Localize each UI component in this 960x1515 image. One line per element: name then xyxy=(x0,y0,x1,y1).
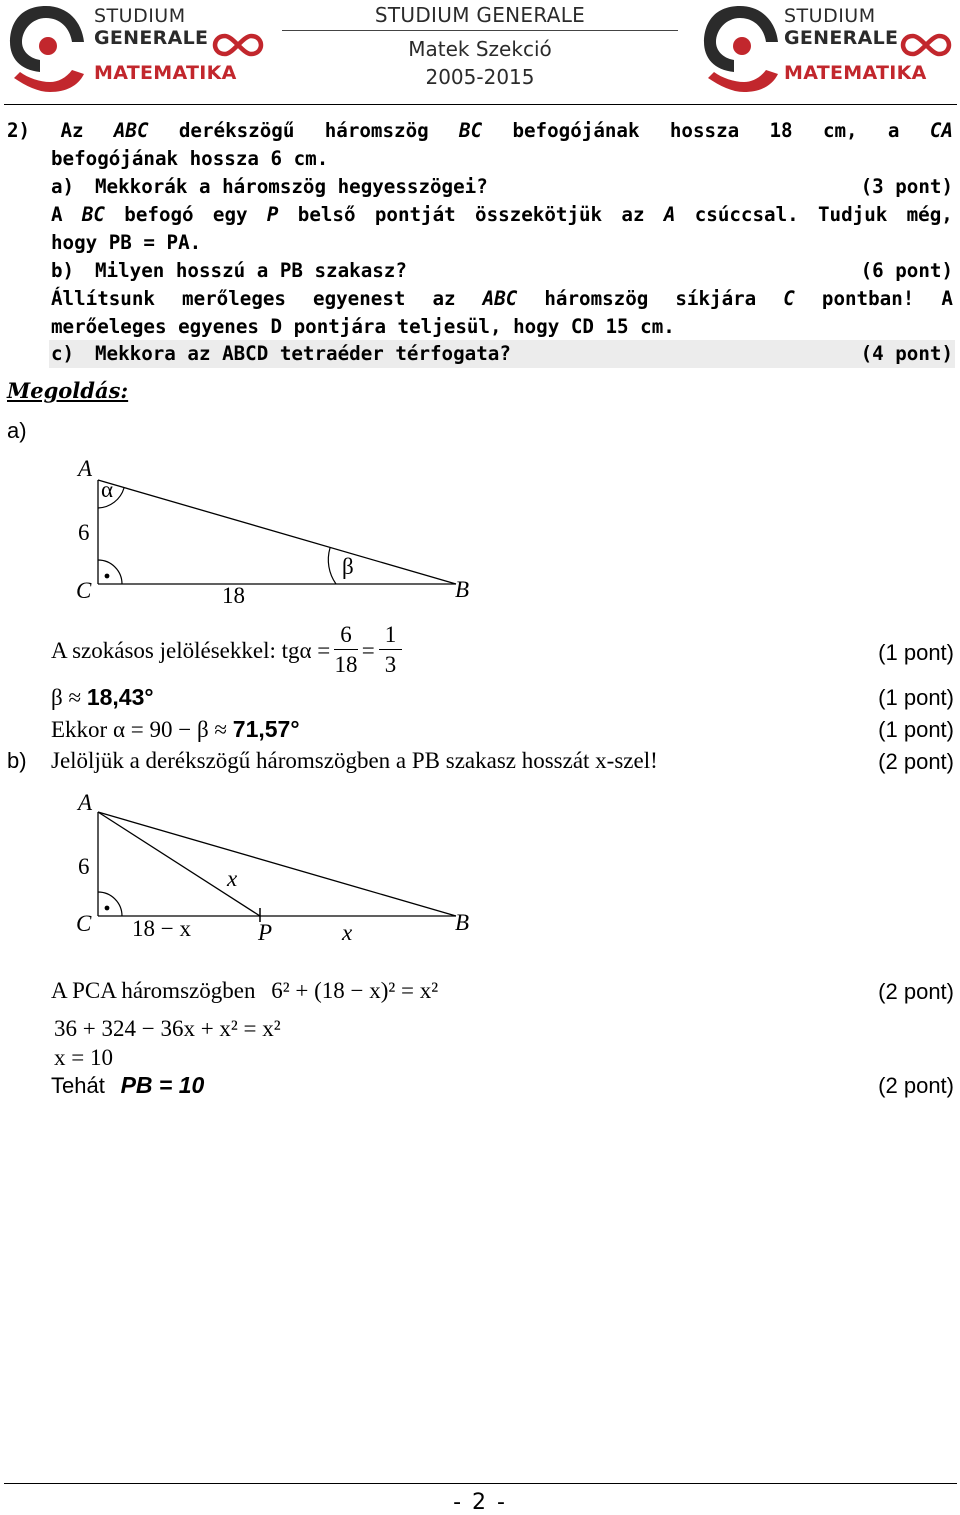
logo-right xyxy=(700,2,960,97)
right-angle-arc xyxy=(98,892,122,916)
alpha-value: 71,57° xyxy=(232,716,300,742)
logo-text-matematika: MATEMATIKA xyxy=(94,62,237,84)
pca-points: (2 pont) xyxy=(878,979,954,1004)
solution-heading: Megoldás: xyxy=(7,378,129,403)
fig1-beta: β xyxy=(342,554,354,579)
header-subtitle: Matek Szekció xyxy=(408,37,552,61)
fig1-side-6: 6 xyxy=(78,520,90,545)
part-question: Milyen hosszú a PB szakasz? xyxy=(95,259,407,282)
beta-points: (1 pont) xyxy=(878,685,954,710)
equation-x: x = 10 xyxy=(54,1045,113,1070)
right-angle-arc xyxy=(98,560,122,584)
problem-line-4 xyxy=(51,201,953,229)
fig1-alpha: α xyxy=(101,477,114,502)
beta-result xyxy=(51,682,154,713)
problem-line-8: merőeleges egyenes D pontjára teljesül, hogy CD 15 cm. xyxy=(51,315,675,338)
fraction-1-3 xyxy=(379,621,403,680)
fig2-x-pb: x xyxy=(342,920,353,945)
word: egy xyxy=(212,203,248,226)
word: háromszög xyxy=(544,287,649,310)
word: még, xyxy=(906,203,953,226)
fig1-vertex-b: B xyxy=(455,577,470,602)
logo-text-generale: GENERALE xyxy=(784,27,899,49)
fig2-side-6: 6 xyxy=(78,854,90,879)
word: CA xyxy=(929,119,953,142)
fig2-x-hyp: x xyxy=(227,866,238,891)
triangle-figure-2 xyxy=(90,802,470,927)
word: C xyxy=(783,287,795,310)
word: BC xyxy=(81,203,105,226)
problem-part-b xyxy=(51,257,953,285)
solution-b-points: (2 pont) xyxy=(878,749,954,774)
word: csúccsal. xyxy=(694,203,799,226)
solution-b-text: Jelöljük a derékszögű háromszögben a PB szakasz hosszát x-szel! xyxy=(51,748,658,773)
infinity-icon xyxy=(212,32,264,58)
right-angle-dot xyxy=(105,574,110,579)
word: háromszög xyxy=(324,119,429,142)
header-title-block xyxy=(282,3,678,89)
denominator: 3 xyxy=(384,652,397,677)
alpha-result xyxy=(51,714,300,745)
word: befogójának xyxy=(512,119,640,142)
logo-text-generale: GENERALE xyxy=(94,27,209,49)
fraction-6-18 xyxy=(334,621,358,680)
word: befogó xyxy=(124,203,194,226)
word: pontját xyxy=(374,203,456,226)
problem-part-c xyxy=(49,340,955,368)
header-title: STUDIUM GENERALE xyxy=(282,3,678,31)
header-divider xyxy=(4,104,957,105)
denominator: 18 xyxy=(334,652,358,677)
alpha-prefix: Ekkor α = 90 − β ≈ xyxy=(51,717,228,742)
word: merőleges xyxy=(182,287,286,310)
fig2-cp: 18 − x xyxy=(132,916,191,941)
word: a xyxy=(887,119,900,142)
part-question: Mekkorák a háromszög hegyesszögei? xyxy=(95,175,488,198)
right-angle-dot xyxy=(105,906,110,911)
word: az xyxy=(432,287,456,310)
fig1-side-18: 18 xyxy=(222,583,245,608)
problem-part-a xyxy=(51,173,953,201)
tg-points: (1 pont) xyxy=(878,640,954,665)
side-ab xyxy=(98,480,456,584)
part-label: c) xyxy=(51,342,75,365)
word: hossza xyxy=(669,119,740,142)
fig1-vertex-c: C xyxy=(76,578,92,603)
tg-prefix: A szokásos jelölésekkel: tgα = xyxy=(51,637,331,663)
header-years: 2005-2015 xyxy=(425,65,535,89)
part-question: Mekkora az ABCD tetraéder térfogata? xyxy=(95,342,511,365)
beta-value: 18,43° xyxy=(86,684,154,710)
fig1-vertex-a: A xyxy=(78,456,93,481)
word: pontban! xyxy=(821,287,915,310)
word: derékszögű xyxy=(178,119,295,142)
beta-prefix: β ≈ xyxy=(51,685,82,710)
word: 18 xyxy=(769,119,793,142)
alpha-points: (1 pont) xyxy=(878,717,954,742)
logo-text-matematika: MATEMATIKA xyxy=(784,62,927,84)
final-points: (2 pont) xyxy=(878,1073,954,1098)
logo-text-studium: STUDIUM xyxy=(784,5,876,27)
logo-text-studium: STUDIUM xyxy=(94,5,186,27)
problem-line-1 xyxy=(7,117,953,145)
word: ABC xyxy=(113,119,149,142)
problem-line-2: befogójának hossza 6 cm. xyxy=(51,147,329,170)
beta-arc xyxy=(328,548,336,584)
fig2-point-p: P xyxy=(258,920,273,945)
side-ab xyxy=(98,812,456,916)
logo-emblem-icon xyxy=(700,2,782,97)
final-prefix: Tehát xyxy=(51,1073,105,1098)
equation-expanded: 36 + 324 − 36x + x² = x² xyxy=(54,1016,281,1041)
word: síkjára xyxy=(675,287,757,310)
numerator: 6 xyxy=(334,621,358,650)
fig2-vertex-b: B xyxy=(455,910,470,935)
word: Tudjuk xyxy=(818,203,888,226)
word: belső xyxy=(297,203,356,226)
part-label: a) xyxy=(51,175,75,198)
final-result xyxy=(51,1070,204,1101)
problem-number: 2) xyxy=(7,119,31,142)
triangle-figure-1 xyxy=(90,470,470,595)
pca-equation xyxy=(51,976,438,1006)
problem-line-5: hogy PB = PA. xyxy=(51,231,202,254)
solution-b-label: b) xyxy=(7,748,27,773)
fig2-vertex-a: A xyxy=(78,790,93,815)
word: A xyxy=(663,203,676,226)
pca-formula: 6² + (18 − x)² = x² xyxy=(271,978,439,1003)
tg-equation xyxy=(51,621,406,680)
word: P xyxy=(266,203,279,226)
numerator: 1 xyxy=(379,621,403,650)
problem-line-7 xyxy=(51,285,953,313)
footer-divider xyxy=(4,1483,957,1484)
points: (4 pont) xyxy=(860,342,953,365)
word: Az xyxy=(60,119,84,142)
word: ABC xyxy=(482,287,518,310)
logo-left xyxy=(6,2,268,97)
infinity-icon xyxy=(900,32,952,58)
pca-text: A PCA háromszögben xyxy=(51,978,256,1003)
word: A xyxy=(51,203,63,226)
equals: = xyxy=(361,637,375,663)
fig2-vertex-c: C xyxy=(76,911,92,936)
part-label: b) xyxy=(51,259,75,282)
points: (3 pont) xyxy=(860,175,953,198)
word: A xyxy=(941,287,953,310)
points: (6 pont) xyxy=(860,259,953,282)
word: összekötjük xyxy=(475,203,603,226)
word: az xyxy=(621,203,645,226)
word: BC xyxy=(459,119,483,142)
segment-ap xyxy=(98,812,260,916)
word: cm, xyxy=(822,119,858,142)
word: Állítsunk xyxy=(51,287,155,310)
page-number: - 2 - xyxy=(453,1490,507,1515)
word: egyenest xyxy=(313,287,406,310)
solution-a-label: a) xyxy=(7,418,27,443)
final-value: PB = 10 xyxy=(120,1072,205,1098)
logo-emblem-icon xyxy=(6,2,88,97)
